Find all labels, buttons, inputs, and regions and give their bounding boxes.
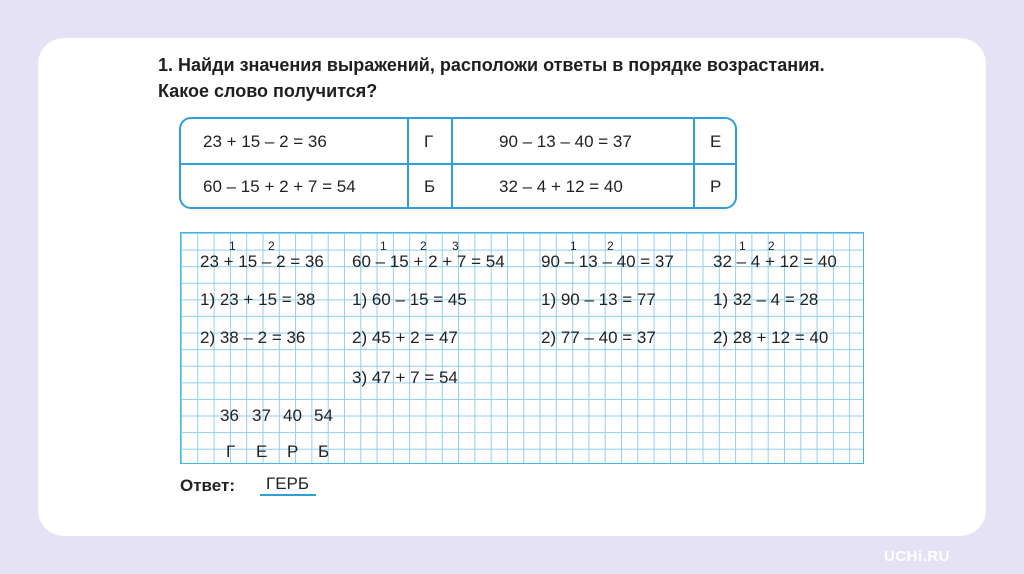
ordered-letter: Е: [256, 442, 268, 461]
ordered-number: 54: [314, 406, 333, 425]
order-mark: 1: [570, 239, 577, 253]
table-letter: Б: [424, 177, 436, 196]
order-mark: 2: [768, 239, 775, 253]
order-mark: 2: [268, 239, 275, 253]
table-row-divider: [181, 163, 735, 165]
table-letter: Е: [710, 132, 722, 151]
solution-step: 1) 60 – 15 = 45: [352, 290, 467, 309]
solution-step: 2) 77 – 40 = 37: [541, 328, 656, 347]
solution-expression: 32 – 4 + 12 = 40: [713, 252, 837, 271]
table-col-divider: [407, 119, 409, 207]
table-expression: 90 – 13 – 40 = 37: [499, 132, 632, 151]
ordered-number: 37: [252, 406, 271, 425]
table-col-divider: [451, 119, 453, 207]
task-title: [158, 52, 918, 104]
ordered-number: 40: [283, 406, 302, 425]
solution-expression: 90 – 13 – 40 = 37: [541, 252, 674, 271]
table-col-divider: [693, 119, 695, 207]
order-mark: 1: [380, 239, 387, 253]
solution-step: 2) 45 + 2 = 47: [352, 328, 458, 347]
order-mark: 3: [452, 239, 459, 253]
solution-step: 2) 38 – 2 = 36: [200, 328, 306, 347]
solution-step: 3) 47 + 7 = 54: [352, 368, 458, 387]
table-expression: 23 + 15 – 2 = 36: [203, 132, 327, 151]
solution-expression: 23 + 15 – 2 = 36: [200, 252, 324, 271]
solution-step: 1) 90 – 13 = 77: [541, 290, 656, 309]
answer-label: Ответ:: [180, 476, 235, 495]
table-letter: Г: [424, 132, 434, 151]
ordered-letter: Г: [226, 442, 236, 461]
table-expression: 32 – 4 + 12 = 40: [499, 177, 623, 196]
order-mark: 1: [229, 239, 236, 253]
order-mark: 2: [607, 239, 614, 253]
answer-underline: [260, 494, 316, 496]
ordered-number: 36: [220, 406, 239, 425]
solution-step: 1) 32 – 4 = 28: [713, 290, 819, 309]
solution-step: 1) 23 + 15 = 38: [200, 290, 316, 309]
task-title-line-2: Какое слово получится?: [158, 81, 378, 101]
table-expression: 60 – 15 + 2 + 7 = 54: [203, 177, 356, 196]
task-title-line-1: 1. Найди значения выражений, расположи ответы в порядке возрастания.: [158, 55, 825, 75]
brand-logo: UCHi.RU: [884, 548, 950, 565]
solution-expression: 60 – 15 + 2 + 7 = 54: [352, 252, 505, 271]
table-letter: Р: [710, 177, 722, 196]
solution-step: 2) 28 + 12 = 40: [713, 328, 829, 347]
expressions-table: [179, 117, 737, 209]
order-mark: 1: [739, 239, 746, 253]
answer-value: ГЕРБ: [266, 474, 310, 493]
ordered-letter: Р: [287, 442, 299, 461]
ordered-letter: Б: [318, 442, 330, 461]
order-mark: 2: [420, 239, 427, 253]
